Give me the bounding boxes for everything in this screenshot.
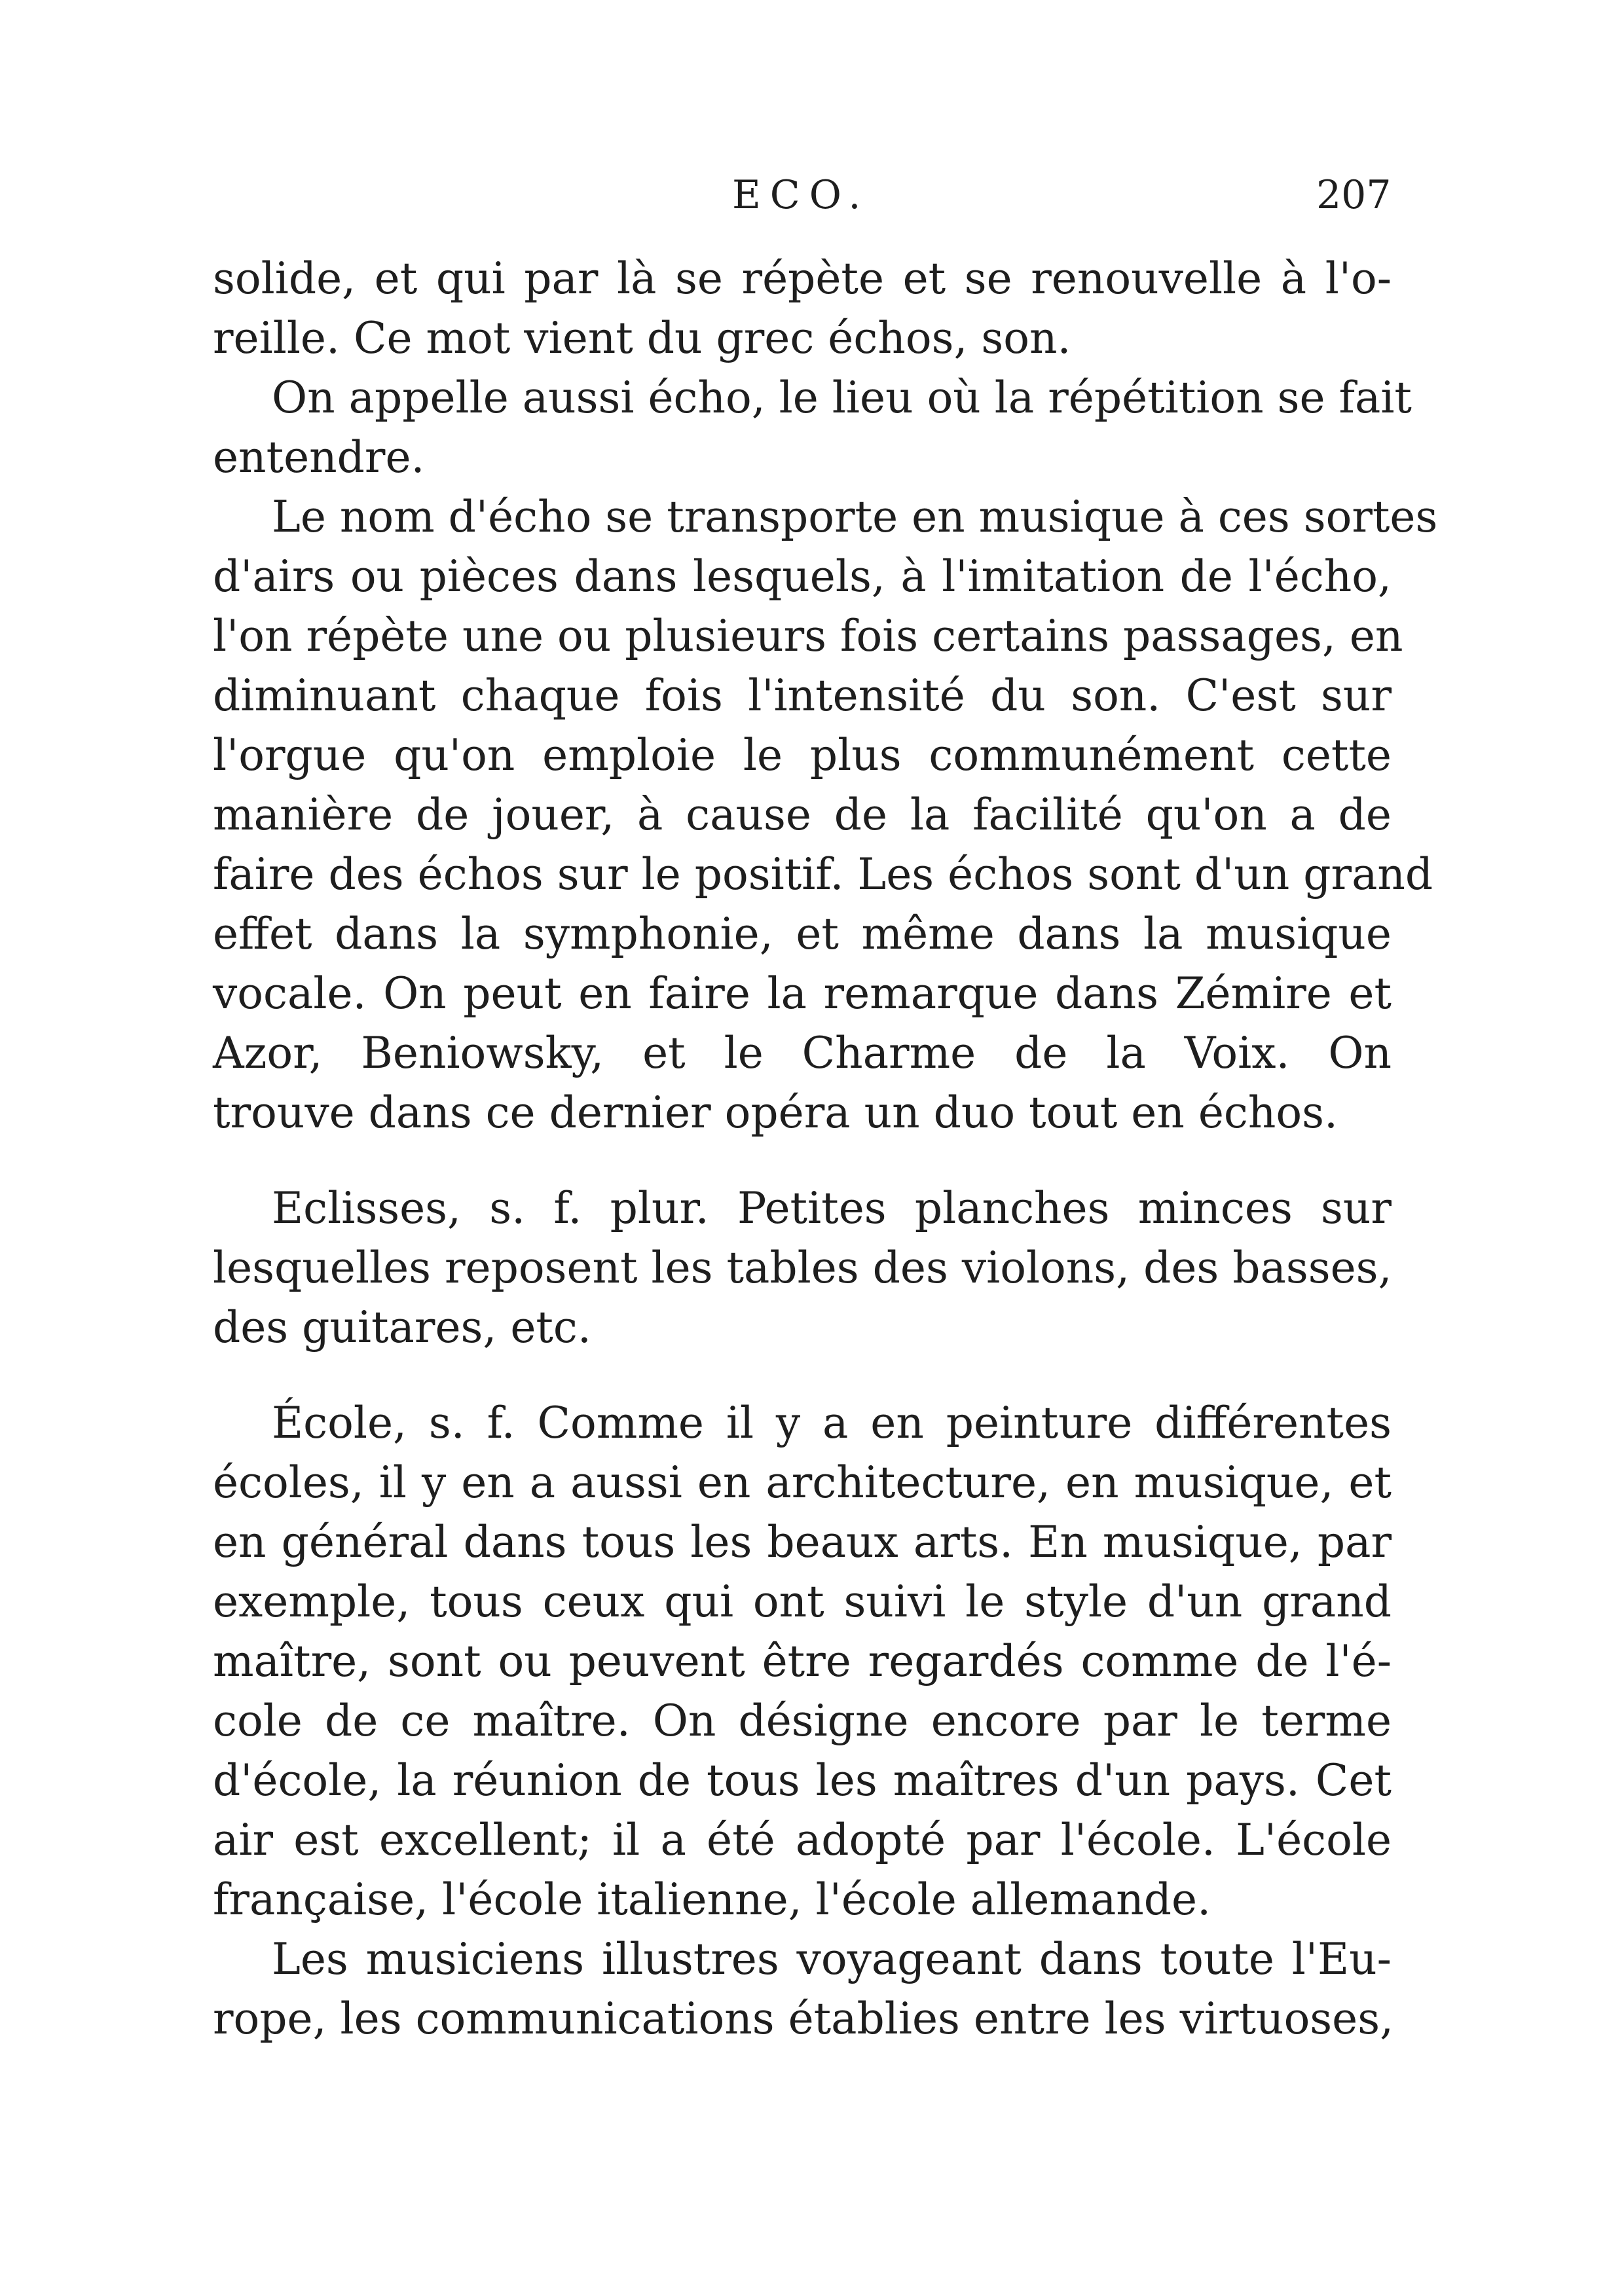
text-line: maître, sont ou peuvent être regardés comme de l'é- [213,1636,1392,1686]
text-line: exemple, tous ceux qui ont suivi le style d'un grand [213,1576,1392,1627]
text-line: trouve dans ce dernier opéra un duo tout en échos. [213,1087,1338,1138]
text-line: l'orgue qu'on emploie le plus communément cette [213,730,1392,780]
text-line: rope, les communications établies entre les virtuoses, [213,1994,1394,2044]
running-head-title: ECO. [732,172,870,218]
text-line: air est excellent; il a été adopté par l'école. L'école [213,1815,1392,1865]
text-line: française, l'école italienne, l'école allemande. [213,1874,1211,1925]
page-number: 207 [1316,172,1392,218]
text-line: Azor, Beniowsky, et le Charme de la Voix. On [213,1028,1392,1078]
entry-gap [213,1357,1392,1393]
text-line: d'école, la réunion de tous les maîtres d'un pays. Cet [213,1755,1392,1806]
text-line: solide, et qui par là se répète et se renouvelle à l'o- [213,253,1392,304]
text-line: des guitares, etc. [213,1302,591,1353]
text-line: effet dans la symphonie, et même dans la musique [213,909,1392,959]
text-line: manière de jouer, à cause de la facilité qu'on a de [213,790,1392,840]
text-line: Le nom d'écho se transporte en musique à ces sortes [272,492,1438,542]
text-line: en général dans tous les beaux arts. En musique, par [213,1517,1392,1567]
text-line: diminuant chaque fois l'intensité du son. C'est sur [213,670,1392,721]
text-line: lesquelles reposent les tables des violons, des basses, [213,1243,1392,1293]
text-line: École, s. f. Comme il y a en peinture différentes [272,1398,1392,1448]
text-line: vocale. On peut en faire la remarque dans Zémire et [213,968,1392,1019]
paragraph-echo-place [213,368,1412,487]
paragraph-ecole-continued [213,1929,1392,2049]
page-body [213,249,1438,2049]
paragraph-echo-music [213,487,1438,1142]
text-line: écoles, il y en a aussi en architecture, en musique, et [213,1457,1392,1508]
text-line: entendre. [213,432,425,483]
text-line: reille. Ce mot vient du grec échos, son. [213,313,1071,363]
text-line: l'on répète une ou plusieurs fois certains passages, en [213,611,1403,661]
entry-eclisses [213,1178,1392,1357]
text-line: Eclisses, s. f. plur. Petites planches minces sur [272,1183,1392,1233]
paragraph-echo-definition [213,249,1392,368]
running-header [0,169,1624,221]
text-line: faire des échos sur le positif. Les échos sont d'un grand [213,849,1433,900]
entry-ecole [213,1393,1392,1929]
text-line: Les musiciens illustres voyageant dans toute l'Eu- [272,1934,1392,1984]
entry-gap [213,1142,1392,1178]
text-line: d'airs ou pièces dans lesquels, à l'imitation de l'écho, [213,551,1392,602]
text-line: cole de ce maître. On désigne encore par le terme [213,1696,1392,1746]
text-line: On appelle aussi écho, le lieu où la répétition se fait [272,373,1412,423]
